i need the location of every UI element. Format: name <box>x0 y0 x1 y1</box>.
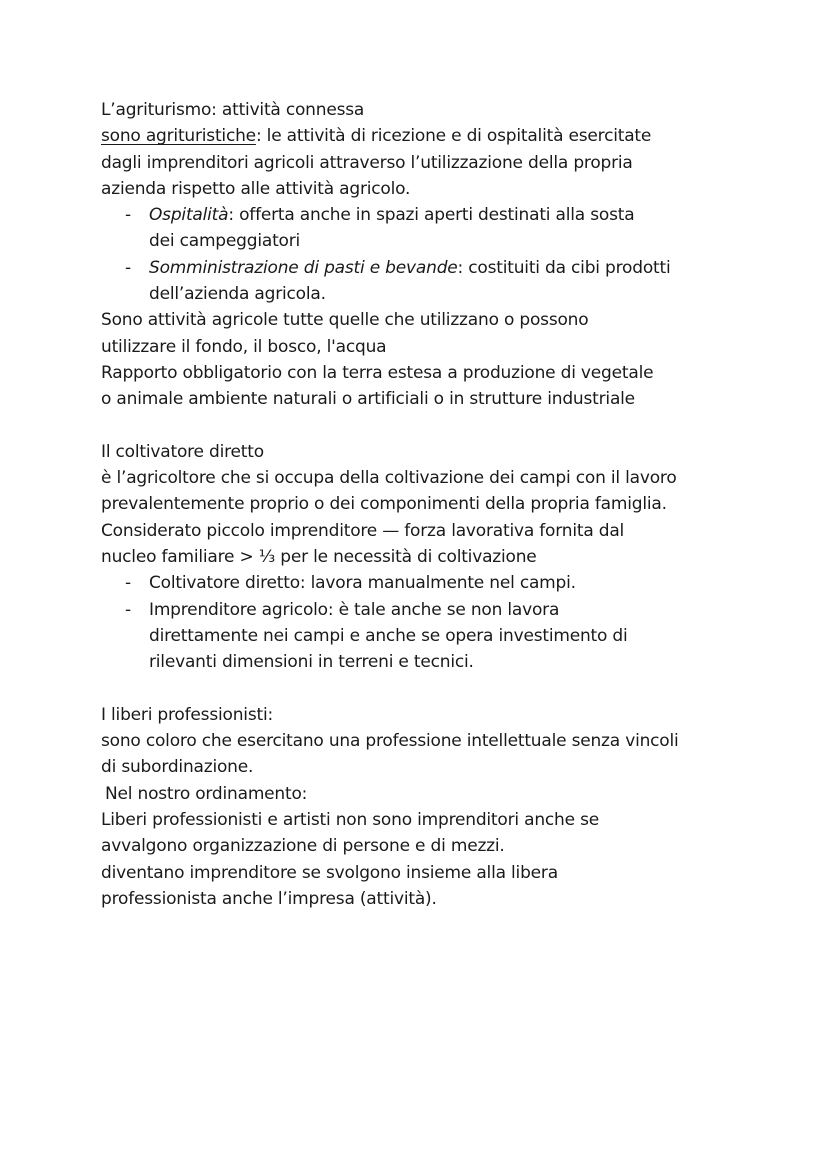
list-item <box>101 597 741 676</box>
text-line: dagli imprenditori agricoli attraverso l’utilizzazione della propria <box>101 152 633 173</box>
bullet-line: Coltivatore diretto: lavora manualmente nel campi. <box>149 573 576 594</box>
text-line: Liberi professionisti e artisti non sono imprenditori anche se <box>101 810 600 831</box>
text-line: Considerato piccolo imprenditore — forza lavorativa fornita dal <box>101 520 625 541</box>
bullet-label: Somministrazione di pasti e bevande <box>149 257 458 278</box>
section-title-liberi-professionisti: I liberi professionisti: <box>101 704 273 725</box>
definition-line <box>101 123 741 149</box>
bullet-line: rilevanti dimensioni in terreni e tecnici. <box>149 652 474 673</box>
dash-bullet-icon: - <box>125 599 131 620</box>
bullet-label: Ospitalità <box>149 205 229 226</box>
spacer <box>101 676 741 702</box>
coltivatore-bullet-list <box>101 570 741 675</box>
text-line: avvalgono organizzazione di persone e di mezzi. <box>101 836 505 857</box>
text-line: professionista anche l’impresa (attività). <box>101 888 437 909</box>
bullet-text: : costituiti da cibi prodotti <box>457 257 671 278</box>
dash-bullet-icon: - <box>125 205 131 226</box>
list-item <box>101 202 741 255</box>
text-line: nucleo familiare > ⅓ per le necessità di coltivazione <box>101 547 537 568</box>
text-line: Rapporto obbligatorio con la terra estesa a produzione di vegetale <box>101 362 654 383</box>
dash-bullet-icon: - <box>125 573 131 594</box>
definition-text: : le attività di ricezione e di ospitalità esercitate <box>255 126 652 147</box>
bullet-line: direttamente nei campi e anche se opera investimento di <box>149 625 628 646</box>
bullet-line <box>149 202 741 228</box>
text-line: di subordinazione. <box>101 757 254 778</box>
text-line: diventano imprenditore se svolgono insieme alla libera <box>101 862 558 883</box>
text-line: azienda rispetto alle attività agricolo. <box>101 178 411 199</box>
text-line: Nel nostro ordinamento: <box>105 783 308 804</box>
notes-page <box>101 97 741 912</box>
bullet-line: Imprenditore agricolo: è tale anche se non lavora <box>149 599 560 620</box>
text-line: prevalentemente proprio o dei componimenti della propria famiglia. <box>101 494 667 515</box>
bullet-line <box>149 255 741 281</box>
bullet-text: : offerta anche in spazi aperti destinati alla sosta <box>228 205 635 226</box>
list-item <box>101 570 741 596</box>
spacer <box>101 413 741 439</box>
text-line: sono coloro che esercitano una professione intellettuale senza vincoli <box>101 731 679 752</box>
text-line: utilizzare il fondo, il bosco, l'acqua <box>101 336 387 357</box>
section-title-agriturismo: L’agriturismo: attività connessa <box>101 100 365 120</box>
list-item <box>101 255 741 308</box>
agriturismo-bullet-list <box>101 202 741 307</box>
section-title-coltivatore: Il coltivatore diretto <box>101 441 264 462</box>
text-line: è l’agricoltore che si occupa della coltivazione dei campi con il lavoro <box>101 468 677 489</box>
definition-label: sono agrituristiche <box>101 126 256 147</box>
text-line: Sono attività agricole tutte quelle che utilizzano o possono <box>101 310 589 331</box>
dash-bullet-icon: - <box>125 257 131 278</box>
text-line: o animale ambiente naturali o artificiali o in strutture industriale <box>101 389 635 410</box>
bullet-line: dell’azienda agricola. <box>149 284 326 305</box>
bullet-line: dei campeggiatori <box>149 231 301 252</box>
